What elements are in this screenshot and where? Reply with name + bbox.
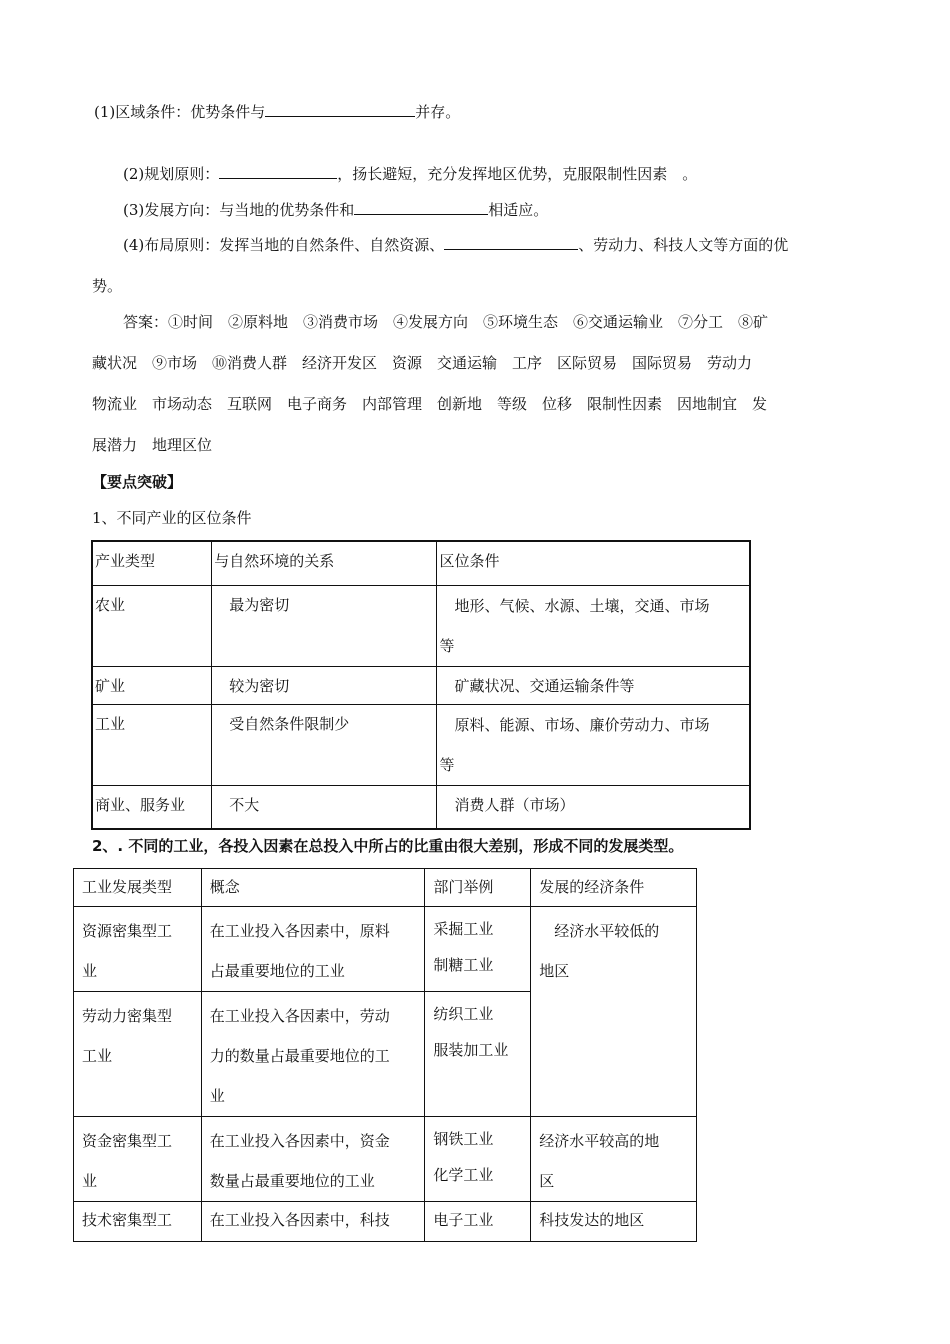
- table-cell: 受自然条件限制少: [212, 704, 437, 785]
- table-row: [74, 907, 697, 992]
- answers-line-3: 物流业 市场动态 互联网 电子商务 内部管理 创新地 等级 位移 限制性因素 因地制宜 发: [92, 395, 768, 413]
- fill-q4: (4)布局原则：发挥当地的自然条件、自然资源、 、劳动力、科技人文等方面的优: [123, 236, 789, 254]
- table-cell: 在工业投入各因素中，资金 数量占最重要地位的工业: [201, 1117, 425, 1202]
- table-cell: 最为密切: [212, 585, 437, 666]
- table-cell: 在工业投入各因素中，劳动 力的数量占最重要地位的工 业: [201, 992, 425, 1117]
- table-cell: 矿业: [92, 666, 212, 704]
- table-cell: 农业: [92, 585, 212, 666]
- industry-type-table: [73, 868, 697, 1242]
- table-cell: 地形、气候、水源、土壤，交通、市场 等: [437, 585, 750, 666]
- section-heading: 【要点突破】: [92, 473, 183, 491]
- table-cell: 工业: [92, 704, 212, 785]
- answers-line-4: 展潜力 地理区位: [92, 436, 213, 454]
- table-cell: 经济水平较高的地 区: [531, 1117, 697, 1202]
- table-header-row: [74, 869, 697, 907]
- table-cell: 经济水平较低的 地区: [531, 907, 697, 1117]
- table-cell: 资源密集型工 业: [74, 907, 202, 992]
- table-cell: 原料、能源、市场、廉价劳动力、市场 等: [437, 704, 750, 785]
- subtitle-1: 1、不同产业的区位条件: [92, 509, 252, 527]
- table-cell: 资金密集型工 业: [74, 1117, 202, 1202]
- fill-q3: (3)发展方向：与当地的优势条件和 相适应。: [123, 201, 549, 219]
- table-cell: 在工业投入各因素中，原料 占最重要地位的工业: [201, 907, 425, 992]
- blank-3[interactable]: [354, 200, 488, 215]
- fill-q2: (2)规划原则： ，扬长避短，充分发挥地区优势，克服限制性因素 。: [123, 165, 698, 183]
- table-cell: 商业、服务业: [92, 785, 212, 829]
- header-cell: 区位条件: [437, 541, 750, 585]
- table-row: [92, 585, 750, 666]
- table-header-row: [92, 541, 750, 585]
- blank-4[interactable]: [444, 235, 578, 250]
- subtitle-2: 2、. 不同的工业，各投入因素在总投入中所占的比重由很大差别，形成不同的发展类型。: [92, 837, 684, 855]
- table-row: [92, 785, 750, 829]
- table-cell: 劳动力密集型 工业: [74, 992, 202, 1117]
- fill-q4-wrap: 势。: [92, 277, 123, 295]
- table-cell: 不大: [212, 785, 437, 829]
- blank-1[interactable]: [265, 102, 415, 117]
- table-cell: 纺织工业 服装加工业: [425, 992, 531, 1117]
- fill-q1: (1)区域条件：优势条件与 并存。: [94, 103, 461, 121]
- table-row: [74, 1202, 697, 1242]
- table-cell: 科技发达的地区: [531, 1202, 697, 1242]
- table-cell: 采掘工业 制糖工业: [425, 907, 531, 992]
- table-row: [92, 704, 750, 785]
- header-cell: 与自然环境的关系: [212, 541, 437, 585]
- table-cell: 在工业投入各因素中，科技: [201, 1202, 425, 1242]
- blank-2[interactable]: [219, 164, 337, 179]
- industry-location-table: [91, 540, 751, 830]
- table-row: [74, 1117, 697, 1202]
- header-cell: 发展的经济条件: [531, 869, 697, 907]
- table-cell: 技术密集型工: [74, 1202, 202, 1242]
- table-cell: 电子工业: [425, 1202, 531, 1242]
- answers-line-2: 藏状况 ⑨市场 ⑩消费人群 经济开发区 资源 交通运输 工序 区际贸易 国际贸易 劳动力: [92, 354, 753, 372]
- table-row: [92, 666, 750, 704]
- answers-line-1: 答案：①时间 ②原料地 ③消费市场 ④发展方向 ⑤环境生态 ⑥交通运输业 ⑦分工 ⑧矿: [123, 313, 769, 331]
- header-cell: 产业类型: [92, 541, 212, 585]
- header-cell: 概念: [201, 869, 425, 907]
- table-cell: 钢铁工业 化学工业: [425, 1117, 531, 1202]
- header-cell: 工业发展类型: [74, 869, 202, 907]
- table-cell: 较为密切: [212, 666, 437, 704]
- table-cell: 矿藏状况、交通运输条件等: [437, 666, 750, 704]
- header-cell: 部门举例: [425, 869, 531, 907]
- table-cell: 消费人群（市场）: [437, 785, 750, 829]
